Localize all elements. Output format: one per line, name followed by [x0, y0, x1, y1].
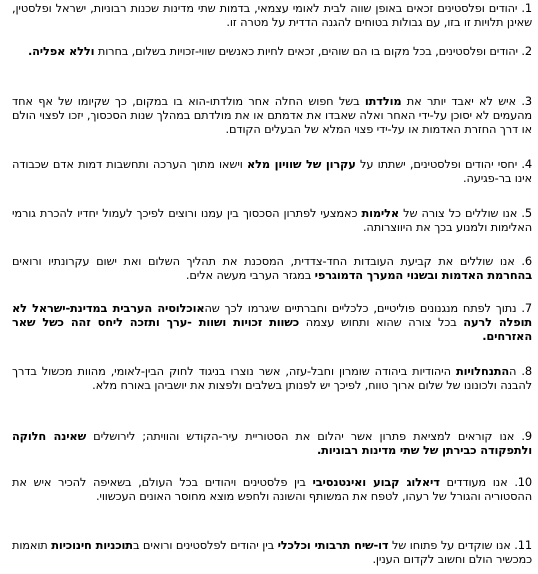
- item-text: [28, 44, 518, 58]
- item-number: 11.: [514, 538, 532, 552]
- item-number: 10.: [514, 475, 532, 489]
- item-text-segment: יהודים ופלסטינים זכאים באופן שווה לבית לאומי עצמאי, בדמות שתי מדינות שכנות רבוניות, ישראל ופלסטין, שאינן תלויות זו בזו, עם גבולות בטוחים להגנה הדדית על מטרה זו.: [12, 1, 532, 30]
- item-text-bold: תוכניות חינוכיות: [51, 538, 133, 552]
- item-text-segment: איש לא יאבד יותר את: [401, 94, 517, 108]
- list-item: [12, 301, 532, 344]
- item-text-segment: נתוך לפתח מנגנונים פוליטיים, כלכליים וחברתיים שיגרמו לכך שה: [204, 301, 517, 315]
- item-text: [12, 254, 532, 282]
- item-text: [12, 364, 532, 392]
- item-text-bold: מולדתו: [364, 94, 402, 108]
- item-number: 3.: [521, 94, 532, 108]
- list-item: [12, 157, 532, 185]
- item-text-segment: יחסי יהודים ופלסטינים, ישתתו על: [355, 157, 518, 171]
- item-text-segment: אנו קוראים למציאת פתרון אשר יהלום את הסטוריית עיר-הקודש והוויתה; לירושלים: [86, 429, 515, 443]
- item-text: [12, 301, 532, 343]
- list-item: [12, 254, 532, 282]
- list-item: [12, 429, 532, 457]
- item-text-segment: בשל חפוש החלה אחר מולדתו-הוא בו במקום, כך שקיומו של אף אחד מהעמים לא יסוכן על-ידי האחר ואלה שאבדו את אדמתם או את מולדתם במהלך שנות הסכסוך, יזכו לפצוי הולם או דרך החזרת האדמות או על-ידי פצוי המלא של הבעלים הקודם.: [12, 94, 532, 137]
- item-text-segment: יהודים ופלסטינים, בכל מקום בו הם שוהים, זכאים לחיות כאנשים שווי-זכויות בשלום, בחרות: [94, 44, 518, 58]
- item-number: 1.: [521, 1, 532, 15]
- item-text-bold: עקרון של שוויון מלא: [246, 157, 356, 171]
- list-item: [12, 538, 532, 566]
- item-text: [12, 94, 532, 136]
- item-text-bold: אוכלוסיה הערבית במדינת-ישראל לא תופלה לרעה: [12, 301, 532, 330]
- list-item: [12, 44, 532, 58]
- item-number: 2.: [521, 44, 532, 58]
- item-text-bold: וללא אפליה.: [27, 44, 95, 58]
- item-text: [12, 475, 532, 503]
- item-number: 5.: [521, 206, 532, 220]
- item-text-bold: כשוות זכויות ושוות -ערך ותזכה ליחס זהה כשל שאר האזרחים.: [12, 315, 532, 344]
- list-item: [12, 475, 532, 503]
- item-text-segment: בין יהודים לפלסטינים ורואים ב: [132, 538, 278, 552]
- item-text-segment: היהודיות ביהודה שומרון וחבל-עזה, אשר נוצרו בניגוד לחוק הבין-לאומי, מהוות מכשול בדרך להבנה ולכונונו של שלום ארוך טווח, לפיכך יש לפנותן בשלבים ולפצות את יושביהן באורח מלא.: [12, 364, 532, 393]
- item-text-segment: אנו מעודדים: [439, 475, 508, 489]
- item-text-segment: אנו שוללים כל צורה של: [399, 206, 518, 220]
- item-text-segment: תואמות כמכשיר הולם וחשוב לקדום הענין.: [12, 538, 532, 567]
- item-text-bold: דו-שיח תרבותי וכלכלי: [277, 538, 389, 552]
- item-text: [12, 1, 532, 29]
- item-text-bold: התנחלויות: [455, 364, 510, 378]
- item-text: [12, 206, 532, 234]
- list-item: [12, 1, 532, 29]
- item-number: 7.: [521, 301, 532, 315]
- item-text-segment: במגזר הערבי מעשה אלים.: [185, 268, 315, 283]
- item-text: [12, 429, 532, 457]
- item-text: [12, 538, 532, 566]
- item-number: 4.: [521, 157, 532, 171]
- item-text-segment: ה: [509, 364, 517, 378]
- item-text-bold: שאינה חלוקה ולתפקודה כבירתן של שתי מדינות רבוניות.: [12, 429, 532, 458]
- item-text-segment: וישאו מתוך הערכה ותחשבות דמות אדם שכבודה אינו בר-פגיעה.: [12, 157, 532, 186]
- item-text-segment: בכל צורה שהוא ותחוש עצמה: [299, 315, 464, 330]
- item-text-segment: כאמצעי לפתרון הסכסוך בין עמנו ורוצים לפיכך לעמול יחדיו להכרת גורמי האלימות ולמנוע בכך את היווצרותה.: [12, 206, 532, 235]
- item-text-segment: אנו שוקדים על פתוחו של: [388, 538, 511, 552]
- item-number: 9.: [521, 429, 532, 443]
- item-text-segment: אנו שוללים את קביעת העובדות החד-צדדית, המסכנת את תהליך השלום ואת ישום עקרונתיו ורואים: [12, 254, 515, 268]
- item-text-bold: בהחרמת האדמות ובשנוי המערך הדמוגרפי: [314, 268, 532, 283]
- item-number: 6.: [521, 254, 532, 268]
- list-item: [12, 364, 532, 392]
- item-number: 8.: [521, 364, 532, 378]
- list-item: [12, 206, 532, 234]
- list-item: [12, 94, 532, 137]
- item-text-bold: דיאלוג קבוע ואינטנסיבי: [312, 475, 440, 489]
- item-text: [12, 157, 532, 185]
- item-text-bold: אלימות: [361, 206, 400, 220]
- item-text-segment: בין פלסטינים ויהודים בכל העולם, בשאיפה להכיר איש את ההסטוריה והגורל של רעהו, לטפח את המשותף והשונה ולחפש מוצא מחוסר האונים העכשווי.: [12, 475, 532, 504]
